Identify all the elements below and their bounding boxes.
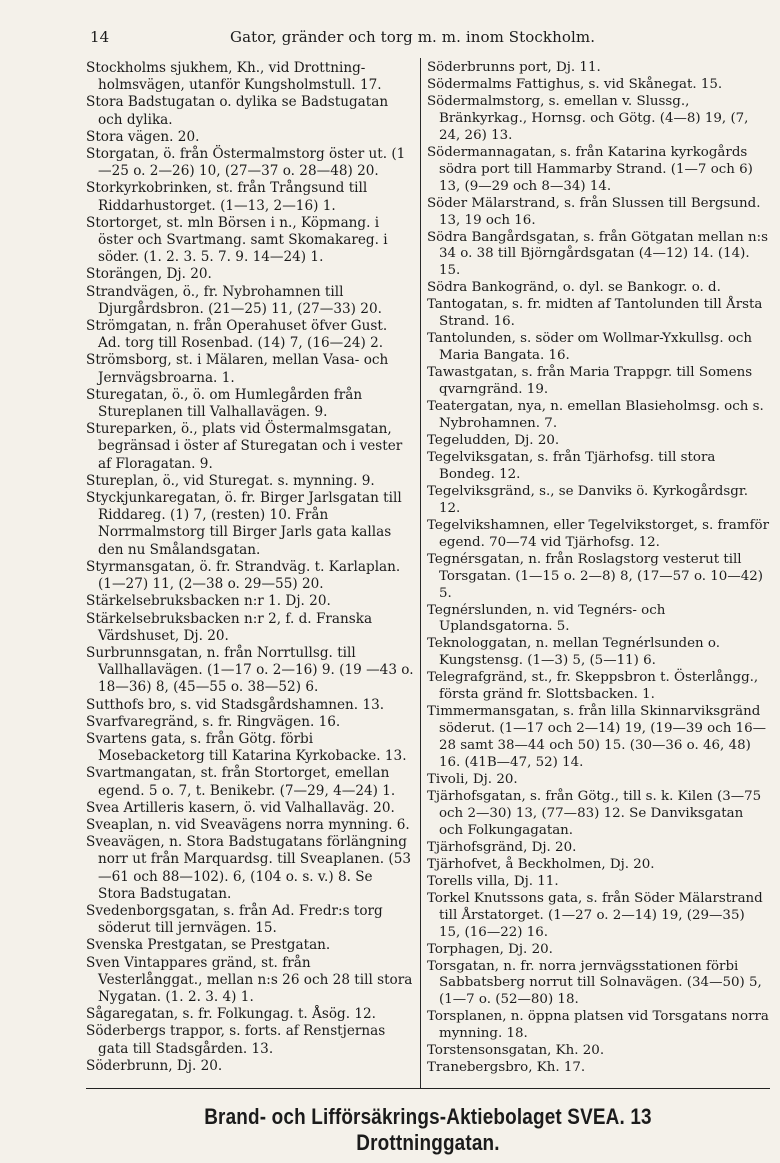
directory-entry: Sutthofs bro, s. vid Stadsgårdshamnen. 13.: [86, 696, 385, 713]
directory-entry: Strandvägen, ö., fr. Nybrohamnen till Djurgårdsbron. (21—25) 11, (27—33) 20.: [86, 283, 382, 317]
directory-entry: Sven Vintappares gränd, st. från Vesterlånggat., mellan n:s 26 och 28 till stora Nygatan. (1. 2. 3. 4) 1.: [86, 954, 413, 1005]
footer-rule: [86, 1088, 770, 1089]
directory-entry: Sveaplan, n. vid Sveavägens norra mynning. 6.: [86, 816, 410, 833]
directory-entry: Svartens gata, s. från Götg. förbi Mosebacketorg till Katarina Kyrkobacke. 13.: [86, 730, 407, 765]
directory-entry: Teatergatan, nya, n. emellan Blasieholmsg. och s. Nybrohamnen. 7.: [427, 399, 764, 432]
directory-entry: Svedenborgsgatan, s. från Ad. Fredr:s torg söderut till jernvägen. 15.: [86, 902, 383, 937]
directory-entry: Svea Artilleris kasern, ö. vid Valhallaväg. 20.: [86, 799, 395, 816]
directory-entry: Strömgatan, n. från Operahuset öfver Gust. Ad. torg till Rosenbad. (14) 7, (16—24) 2.: [86, 318, 388, 352]
directory-entry: Tivoli, Dj. 20.: [427, 772, 518, 788]
directory-entry: Söderbergs trappor, s. forts. af Renstjernas gata till Stadsgården. 13.: [86, 1023, 386, 1057]
directory-entry: Torsplanen, n. öppna platsen vid Torsgatans norra mynning. 18.: [427, 1009, 769, 1042]
directory-entry: Tantogatan, s. fr. midten af Tantolunden till Årsta Strand. 16.: [427, 297, 763, 330]
directory-entry: Sveavägen, n. Stora Badstugatans förlängning norr ut från Marquardsg. till Sveaplanen. (53—61 och 88—102). 6, (104 o. s. v.) 8. Se Stora Badstugatan.: [86, 834, 412, 902]
directory-entry: Stora vägen. 20.: [86, 128, 200, 145]
directory-entry: Surbrunnsgatan, n. från Norrtullsg. till Vallhallavägen. (1—17 o. 2—16) 9. (19 —43 o. 18—36) 8, (45—55 o. 38—52) 6.: [86, 644, 414, 696]
right-column: [427, 60, 769, 1090]
directory-entry: Storängen, Dj. 20.: [86, 266, 212, 283]
directory-entry: Torkel Knutssons gata, s. från Söder Mälarstrand till Årstatorget. (1—27 o. 2—14) 19, (29—35) 15, (16—22) 16.: [427, 890, 763, 940]
directory-entry: Tjärhofsgränd, Dj. 20.: [427, 839, 577, 855]
directory-entry: Sågaregatan, s. fr. Folkungag. t. Åsög. 12.: [86, 1006, 376, 1023]
directory-entry: Tegnérsgatan, n. från Roslagstorg vesterut till Torsgatan. (1—15 o. 2—8) 8, (17—57 o. 10—42) 5.: [427, 551, 763, 601]
directory-entry: Tegelviksgatan, s. från Tjärhofsg. till stora Bondeg. 12.: [427, 449, 716, 482]
directory-entry: Torstensonsgatan, Kh. 20.: [427, 1043, 605, 1059]
directory-entry: Strömsborg, st. i Mälaren, mellan Vasa- och Jernvägsbroarna. 1.: [86, 352, 389, 386]
directory-entry: Södra Bankogränd, o. dyl. se Bankogr. o. d.: [427, 280, 721, 296]
directory-entry: Söder Mälarstrand, s. från Slussen till Bergsund. 13, 19 och 16.: [427, 195, 761, 228]
directory-entry: Svarfvaregränd, s. fr. Ringvägen. 16.: [86, 713, 341, 730]
directory-entry: Tawastgatan, s. från Maria Trappgr. till Somens qvarngränd. 19.: [427, 365, 753, 398]
directory-entry: Styrmansgatan, ö. fr. Strandväg. t. Karlaplan. (1—27) 11, (2—38 o. 29—55) 20.: [86, 558, 401, 593]
directory-entry: Tjärhofvet, å Beckholmen, Dj. 20.: [427, 856, 655, 872]
directory-entry: Storkyrkobrinken, st. från Trångsund till Riddarhustorget. (1—13, 2—16) 1.: [86, 180, 368, 214]
left-column: [86, 60, 414, 1090]
directory-entry: Stureparken, ö., plats vid Östermalmsgatan, begränsad i öster af Sturegatan och i vester af Floragatan. 9.: [86, 421, 403, 472]
directory-entry: Tegelvikshamnen, eller Tegelvikstorget, s. framför egend. 70—74 vid Tjärhofsg. 12.: [427, 517, 769, 550]
directory-entry: Stärkelsebruksbacken n:r 1. Dj. 20.: [86, 593, 331, 610]
footer-advertisement: Brand- och Lifförsäkrings-Aktiebolaget SVEA. 13 Drottninggatan.: [204, 1104, 652, 1155]
directory-entry: Söderbrunns port, Dj. 11.: [427, 60, 601, 75]
directory-entry: Södermalmstorg, s. emellan v. Slussg., Bränkyrkag., Hornsg. och Götg. (4—8) 19, (7, 24, 26) 13.: [427, 93, 749, 143]
directory-entry: Södermalms Fattighus, s. vid Skånegat. 15.: [427, 76, 723, 92]
directory-entry: Tranebergsbro, Kh. 17.: [427, 1060, 586, 1076]
running-title: Gator, gränder och torg m. m. inom Stockholm.: [230, 28, 596, 46]
directory-entry: Torsgatan, n. fr. norra jernvägsstationen förbi Sabbatsberg norrut till Solnavägen. (34—50) 5, (1—7 o. (52—80) 18.: [427, 958, 762, 1008]
directory-entry: Tegelviksgränd, s., se Danviks ö. Kyrkogårdsgr. 12.: [427, 483, 749, 516]
directory-entry: Södra Bangårdsgatan, s. från Götgatan mellan n:s 34 o. 38 till Björngårdsgatan (4—12) 14. (14). 15.: [427, 229, 768, 279]
directory-entry: Stureplan, ö., vid Sturegat. s. mynning. 9.: [86, 472, 375, 489]
directory-entry: Stortorget, st. mln Börsen i n., Köpmang. i öster och Svartmang. samt Skomakareg. i söder. (1. 2. 3. 5. 7. 9. 14—24) 1.: [86, 214, 388, 266]
directory-entry: Svenska Prestgatan, se Prestgatan.: [86, 937, 331, 954]
directory-entry: Telegrafgränd, st., fr. Skeppsbron t. Österlångg., första gränd fr. Slottsbacken. 1.: [427, 670, 759, 703]
directory-entry: Svartmangatan, st. från Stortorget, emellan egend. 5 o. 7, t. Benikebr. (7—29, 4—24) 1.: [86, 765, 396, 799]
directory-entry: Stärkelsebruksbacken n:r 2, f. d. Franska Värdshuset, Dj. 20.: [86, 610, 373, 644]
directory-entry: Tantolunden, s. söder om Wollmar-Yxkullsg. och Maria Bangata. 16.: [427, 331, 753, 364]
directory-entry: Teknologgatan, n. mellan Tegnérlsunden o. Kungstensg. (1—3) 5, (5—11) 6.: [427, 636, 720, 669]
directory-entry: Sturegatan, ö., ö. om Humlegården från Stureplanen till Valhallavägen. 9.: [86, 386, 363, 421]
directory-entry: Tegnérslunden, n. vid Tegnérs- och Uplandsgatorna. 5.: [427, 602, 666, 635]
directory-entry: Storgatan, ö. från Östermalmstorg öster ut. (1—25 o. 2—26) 10, (27—37 o. 28—48) 20.: [86, 146, 406, 180]
directory-entry: Stockholms sjukhem, Kh., vid Drottning-holmsvägen, utanför Kungsholmstull. 17.: [86, 60, 382, 94]
directory-entry: Tjärhofsgatan, s. från Götg., till s. k. Kilen (3—75 och 2—30) 13, (77—83) 12. Se Danviksgatan och Folkungagatan.: [427, 788, 762, 838]
directory-entry: Tegeludden, Dj. 20.: [427, 432, 560, 448]
directory-entry: Torells villa, Dj. 11.: [427, 873, 559, 889]
column-divider: [420, 58, 421, 1088]
directory-entry: Timmermansgatan, s. från lilla Skinnarviksgränd söderut. (1—17 och 2—14) 19, (19—39 och 16—28 samt 38—44 och 50) 15. (30—36 o. 46, 48) 16. (41B—47, 52) 14.: [427, 704, 767, 771]
directory-entry: Söderbrunn, Dj. 20.: [86, 1057, 223, 1074]
directory-entry: Styckjunkaregatan, ö. fr. Birger Jarlsgatan till Riddareg. (1) 7, (resten) 10. Från Norrmalmstorg till Birger Jarls gata kallas den nu Smålandsgatan.: [86, 490, 402, 558]
directory-entry: Stora Badstugatan o. dylika se Badstugatan och dylika.: [86, 94, 389, 128]
directory-entry: Södermannagatan, s. från Katarina kyrkogårds södra port till Hammarby Strand. (1—7 och 6) 13, (9—29 och 8—34) 14.: [427, 144, 753, 194]
directory-entry: Torphagen, Dj. 20.: [427, 941, 553, 957]
page-number: 14: [90, 28, 110, 46]
